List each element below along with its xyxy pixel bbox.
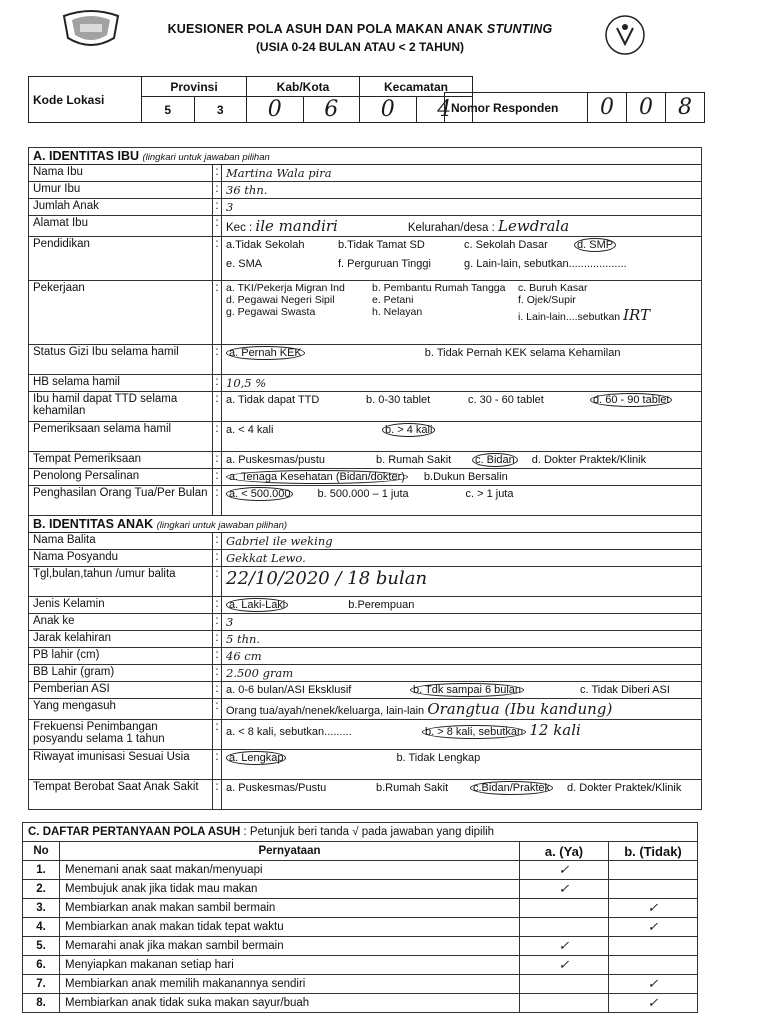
right-emblem-logo: [604, 14, 646, 56]
answer-no-cell: ✓: [609, 975, 698, 994]
selected-answer: a. Tenaga Kesehatan (Bidan/dokter): [226, 470, 408, 484]
field-label: Ibu hamil dapat TTD selama kehamilan: [29, 392, 213, 422]
treatment-place-options: a. Puskesmas/Pustu b.Rumah Sakit c.Bidan/Praktek d. Dokter Praktek/Klinik: [222, 780, 702, 810]
field-label: Penghasilan Orang Tua/Per Bulan: [29, 486, 213, 516]
field-label: Tgl,bulan,tahun /umur balita: [29, 567, 213, 597]
birth-spacing-value: 5 thn.: [222, 631, 702, 648]
statement-text: Membiarkan anak makan tidak tepat waktu: [60, 918, 520, 937]
table-row: [23, 994, 698, 1013]
mother-age-value: 36 thn.: [222, 182, 702, 199]
province-digit: 5: [142, 97, 195, 123]
respondent-digit: 0: [627, 93, 666, 123]
respondent-number-label: Nomor Responden: [445, 93, 588, 123]
selected-answer: b. > 8 kali, sebutkan: [422, 725, 526, 739]
child-name-value: Gabriel ile weking: [222, 533, 702, 550]
regency-digit: 0: [247, 97, 304, 123]
birth-order-value: 3: [222, 614, 702, 631]
table-row: [23, 861, 698, 880]
identity-form: A. IDENTITAS IBU (lingkari untuk jawaban pilihan Nama Ibu : Martina Wala pira Umur Ibu : 36 thn. Jumlah Anak : 3 Alamat Ibu : Kec : ile mandiri Kelurahan/desa : Lewdrala Pendidikan : a.Tidak Sekolah b.Tidak Tamat SD c. Sekolah Dasar d. SMP e. SMA f. Perguruan Tinggi g. Lain-lain, sebutkan................... Pekerjaan : a. TKI/Pekerja Migran Ind b. Pembantu Rumah Tangga c. Buruh Kasar d. Pegawai Negeri Sipil e. Petani f. Ojek/Supir g. Pegawai Swasta h. Nelayan i. Lain-lain....sebutkan IRT Status Gizi Ibu selama hamil : a. Pernah KEK b. Tidak Pernah KEK selama Kehamilan HB selama hamil : 10,5 % Ibu hamil dapat TTD selama kehamilan : a. Tidak dapat TTD b. 0-30 tablet c. 30 - 60 tablet d. 60 - 90 tablet Pemeriksaan selama hamil : a. < 4 kali b. > 4 kali Tempat Pemeriksaan : a. Puskesmas/pustu b. Rumah Sakit c. Bidan d. Dokter Praktek/Klinik Penolong Persalinan : a. Tenaga Kesehatan (Bidan/dokter) b.Dukun Bersalin Penghasilan Orang Tua/Per Bulan : a. < 500.000 b. 500.000 – 1 juta c. > 1 juta B. IDENTITAS ANAK (lingkari untuk jawaban pilihan) Nama Balita : Gabriel ile weking Nama Posyandu : Gekkat Lewo. Tgl,bulan,tahun /umur balita : 22/10/2020 / 18 bulan Jenis Kelamin : a. Laki-Laki b.Perempuan Anak ke : 3 Jarak kelahiran : 5 thn. PB lahir (cm) : 46 cm BB Lahir (gram) : 2.500 gram Pemberian ASI : a. 0-6 bulan/ASI Eksklusif b. Tdk sampai 6 bulan c. Tidak Diberi ASI Yang mengasuh : Orang tua/ayah/nenek/keluarga, lain-lain Orangtua (Ibu kandung) Frekuensi Penimbangan posyandu selama 1 tahun : a. < 8 kali, sebutkan......... b. > 8 kali, sebutkan 12 kali Riwayat imunisasi Sesuai Usia : a. Lengkap b. Tidak Lengkap Tempat Berobat Saat Anak Sakit : a. Puskesmas/Pustu b.Rumah Sakit c.Bidan/Praktek d. Dokter Praktek/Klinik: [28, 147, 702, 810]
mother-name-value: Martina Wala pira: [222, 165, 702, 182]
section-a-header: A. IDENTITAS IBU (lingkari untuk jawaban pilihan: [29, 148, 702, 165]
column-header-statement: Pernyataan: [60, 842, 520, 861]
answer-no-cell: [609, 861, 698, 880]
occupation-options: a. TKI/Pekerja Migran Ind b. Pembantu Rumah Tangga c. Buruh Kasar d. Pegawai Negeri Sipil e. Petani f. Ojek/Supir g. Pegawai Swasta h. Nelayan i. Lain-lain....sebutkan IRT: [222, 281, 702, 345]
location-code-table: [28, 76, 473, 123]
weighing-frequency-options: a. < 8 kali, sebutkan......... b. > 8 kali, sebutkan 12 kali: [222, 720, 702, 750]
row-number: 7.: [23, 975, 60, 994]
answer-yes-cell: ✓: [520, 937, 609, 956]
selected-answer: d. 60 - 90 tablet: [590, 393, 672, 407]
field-label: Umur Ibu: [29, 182, 213, 199]
row-number: 3.: [23, 899, 60, 918]
answer-no-cell: ✓: [609, 994, 698, 1013]
answer-no-cell: ✓: [609, 899, 698, 918]
answer-no-cell: ✓: [609, 918, 698, 937]
birth-helper-options: a. Tenaga Kesehatan (Bidan/dokter) b.Dukun Bersalin: [222, 469, 702, 486]
column-header-yes: a. (Ya): [520, 842, 609, 861]
field-label: Pemberian ASI: [29, 682, 213, 699]
selected-answer: c. Bidan: [472, 453, 518, 467]
field-label: Pekerjaan: [29, 281, 213, 345]
statement-text: Membiarkan anak makan sambil bermain: [60, 899, 520, 918]
checkup-options: a. < 4 kali b. > 4 kali: [222, 422, 702, 452]
row-number: 6.: [23, 956, 60, 975]
selected-answer: a. < 500.000: [226, 487, 293, 501]
row-number: 1.: [23, 861, 60, 880]
field-label: Alamat Ibu: [29, 216, 213, 237]
statement-text: Membiarkan anak tidak suka makan sayur/buah: [60, 994, 520, 1013]
answer-no-cell: [609, 956, 698, 975]
selected-answer: b. > 4 kali: [382, 423, 435, 437]
statement-text: Menyiapkan makanan setiap hari: [60, 956, 520, 975]
field-label: HB selama hamil: [29, 375, 213, 392]
questionnaire-title: KUESIONER POLA ASUH DAN POLA MAKAN ANAK STUNTING: [167, 22, 553, 36]
statement-text: Membiarkan anak memilih makanannya sendiri: [60, 975, 520, 994]
field-label: Nama Balita: [29, 533, 213, 550]
questionnaire-subtitle: (USIA 0-24 BULAN ATAU < 2 TAHUN): [255, 40, 465, 54]
row-number: 2.: [23, 880, 60, 899]
children-count-value: 3: [222, 199, 702, 216]
field-label: Riwayat imunisasi Sesuai Usia: [29, 750, 213, 780]
field-label: Nama Posyandu: [29, 550, 213, 567]
field-label: Pendidikan: [29, 237, 213, 281]
field-label: Status Gizi Ibu selama hamil: [29, 345, 213, 375]
selected-answer: c.Bidan/Praktek: [470, 781, 553, 795]
answer-yes-cell: ✓: [520, 956, 609, 975]
row-number: 4.: [23, 918, 60, 937]
answer-yes-cell: [520, 975, 609, 994]
table-row: [23, 880, 698, 899]
statement-text: Memarahi anak jika makan sambil bermain: [60, 937, 520, 956]
selected-answer: d. SMP: [574, 238, 616, 252]
field-label: Anak ke: [29, 614, 213, 631]
answer-yes-cell: ✓: [520, 880, 609, 899]
table-row: [23, 937, 698, 956]
caregiver-value: Orang tua/ayah/nenek/keluarga, lain-lain Orangtua (Ibu kandung): [222, 699, 702, 720]
nutrition-status-options: a. Pernah KEK b. Tidak Pernah KEK selama Kehamilan: [222, 345, 702, 375]
section-b-header: B. IDENTITAS ANAK (lingkari untuk jawaban pilihan): [29, 516, 702, 533]
address-value: Kec : ile mandiri Kelurahan/desa : Lewdrala: [222, 216, 702, 237]
district-digit: 0: [360, 97, 417, 123]
education-options: a.Tidak Sekolah b.Tidak Tamat SD c. Sekolah Dasar d. SMP e. SMA f. Perguruan Tinggi g. Lain-lain, sebutkan...................: [222, 237, 702, 281]
left-emblem-logo: [60, 8, 122, 52]
selected-answer: a. Pernah KEK: [226, 346, 305, 360]
field-label: Pemeriksaan selama hamil: [29, 422, 213, 452]
field-label: Jumlah Anak: [29, 199, 213, 216]
location-code-label: Kode Lokasi: [29, 77, 142, 123]
column-header-no: No: [23, 842, 60, 861]
statement-text: Membujuk anak jika tidak mau makan: [60, 880, 520, 899]
answer-yes-cell: [520, 994, 609, 1013]
table-row: [23, 918, 698, 937]
selected-answer: a. Lengkap: [226, 751, 286, 765]
income-options: a. < 500.000 b. 500.000 – 1 juta c. > 1 juta: [222, 486, 702, 516]
answer-no-cell: [609, 937, 698, 956]
district-label: Kecamatan: [360, 77, 473, 97]
field-label: Tempat Pemeriksaan: [29, 452, 213, 469]
selected-answer: b. Tdk sampai 6 bulan: [410, 683, 524, 697]
section-c-header: C. DAFTAR PERTANYAAN POLA ASUH : Petunjuk beri tanda √ pada jawaban yang dipilih: [23, 823, 698, 842]
table-row: [23, 956, 698, 975]
field-label: Tempat Berobat Saat Anak Sakit: [29, 780, 213, 810]
posyandu-value: Gekkat Lewo.: [222, 550, 702, 567]
parenting-questions-table: [22, 822, 698, 1013]
field-label: Jarak kelahiran: [29, 631, 213, 648]
field-label: Penolong Persalinan: [29, 469, 213, 486]
answer-yes-cell: [520, 899, 609, 918]
column-header-no-answer: b. (Tidak): [609, 842, 698, 861]
respondent-digit: 8: [666, 93, 705, 123]
hb-value: 10,5 %: [222, 375, 702, 392]
birth-weight-value: 2.500 gram: [222, 665, 702, 682]
regency-label: Kab/Kota: [247, 77, 360, 97]
province-digit: 3: [194, 97, 247, 123]
regency-digit: 6: [303, 97, 360, 123]
table-row: [23, 975, 698, 994]
field-label: Frekuensi Penimbangan posyandu selama 1 tahun: [29, 720, 213, 750]
breastfeeding-options: a. 0-6 bulan/ASI Eksklusif b. Tdk sampai 6 bulan c. Tidak Diberi ASI: [222, 682, 702, 699]
province-label: Provinsi: [142, 77, 247, 97]
birthdate-value: 22/10/2020 / 18 bulan: [222, 567, 702, 597]
gender-options: a. Laki-Laki b.Perempuan: [222, 597, 702, 614]
field-label: PB lahir (cm): [29, 648, 213, 665]
answer-yes-cell: [520, 918, 609, 937]
table-row: [23, 899, 698, 918]
district-digit: 4: [416, 97, 473, 123]
row-number: 8.: [23, 994, 60, 1013]
respondent-digit: 0: [588, 93, 627, 123]
respondent-number-table: [444, 92, 705, 123]
selected-answer: a. Laki-Laki: [226, 598, 288, 612]
field-label: Jenis Kelamin: [29, 597, 213, 614]
field-label: Nama Ibu: [29, 165, 213, 182]
immunization-options: a. Lengkap b. Tidak Lengkap: [222, 750, 702, 780]
answer-yes-cell: ✓: [520, 861, 609, 880]
answer-no-cell: [609, 880, 698, 899]
field-label: BB Lahir (gram): [29, 665, 213, 682]
statement-text: Menemani anak saat makan/menyuapi: [60, 861, 520, 880]
birth-length-value: 46 cm: [222, 648, 702, 665]
field-label: Yang mengasuh: [29, 699, 213, 720]
row-number: 5.: [23, 937, 60, 956]
checkup-place-options: a. Puskesmas/pustu b. Rumah Sakit c. Bidan d. Dokter Praktek/Klinik: [222, 452, 702, 469]
ttd-options: a. Tidak dapat TTD b. 0-30 tablet c. 30 - 60 tablet d. 60 - 90 tablet: [222, 392, 702, 422]
selected-answer: i. Lain-lain....sebutkan IRT: [518, 306, 651, 324]
